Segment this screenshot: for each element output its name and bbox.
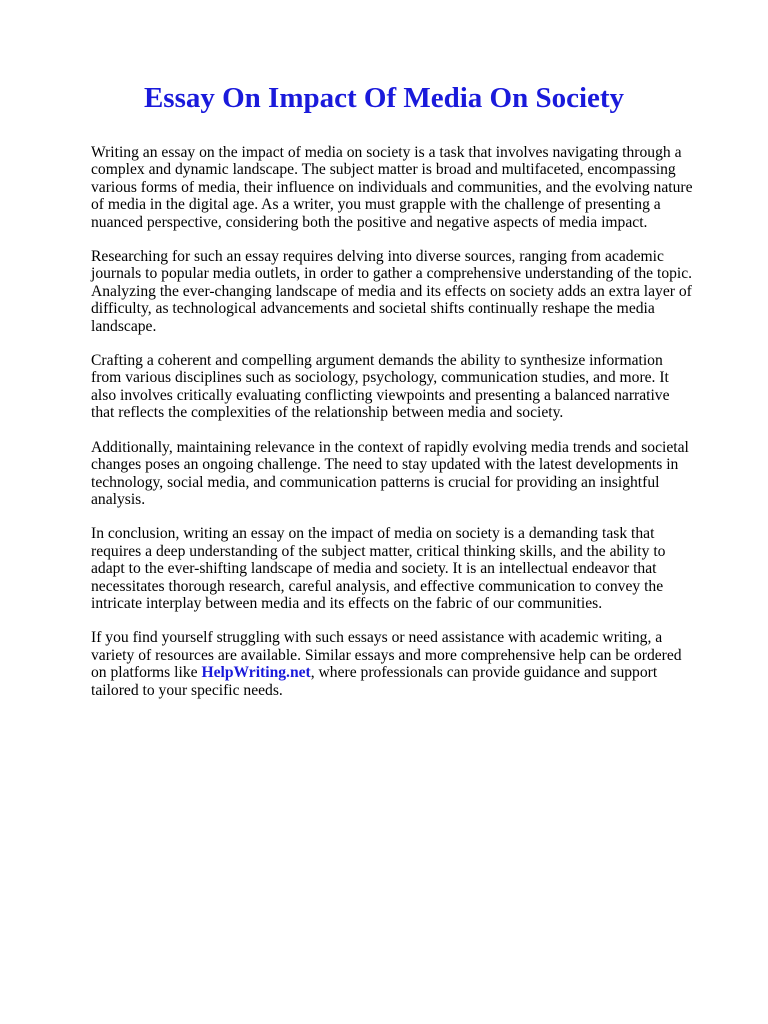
paragraph-4: Additionally, maintaining relevance in the context of rapidly evolving media trends and societal changes poses an ongoing challenge. The need to stay updated with the latest developments in technology, social media, and communication patterns is crucial for providing an insightful analysis.: [91, 438, 689, 508]
paragraph-6: [91, 629, 693, 699]
essay-body: [91, 144, 693, 716]
page-title: Essay On Impact Of Media On Society: [143, 82, 625, 114]
paragraph-5: In conclusion, writing an essay on the impact of media on society is a demanding task that requires a deep understanding of the subject matter, critical thinking skills, and the ability to adapt to the ever-shifting landscape of media and society. It is an intellectual endeavor that necessitates thorough research, careful analysis, and effective communication to convey the intricate interplay between media and its effects on the fabric of our communities.: [91, 525, 666, 612]
paragraph-6-after-link: , where professionals can provide guidance and support tailored to your specific needs.: [91, 664, 658, 699]
paragraph-1: Writing an essay on the impact of media on society is a task that involves navigating through a complex and dynamic landscape. The subject matter is broad and multifaceted, encompassing various forms of media, their influence on individuals and communities, and the evolving nature of media in the digital age. As a writer, you must grapple with the challenge of presenting a nuanced perspective, considering both the positive and negative aspects of media impact.: [91, 144, 693, 231]
paragraph-6-before-link: If you find yourself struggling with such essays or need assistance with academic writing, a variety of resources are available. Similar essays and more comprehensive help can be ordered on platforms like: [91, 629, 682, 682]
paragraph-2: Researching for such an essay requires delving into diverse sources, ranging from academic journals to popular media outlets, in order to gather a comprehensive understanding of the topic. Analyzing the ever-changing landscape of media and its effects on society adds an extra layer of difficulty, as technological advancements and societal shifts continually reshape the media landscape.: [91, 248, 693, 335]
paragraph-3: Crafting a coherent and compelling argument demands the ability to synthesize information from various disciplines such as sociology, psychology, communication studies, and more. It also involves critically evaluating conflicting viewpoints and presenting a balanced narrative that reflects the complexities of the relationship between media and society.: [91, 352, 670, 422]
helpwriting-link[interactable]: HelpWriting.net: [201, 664, 311, 682]
